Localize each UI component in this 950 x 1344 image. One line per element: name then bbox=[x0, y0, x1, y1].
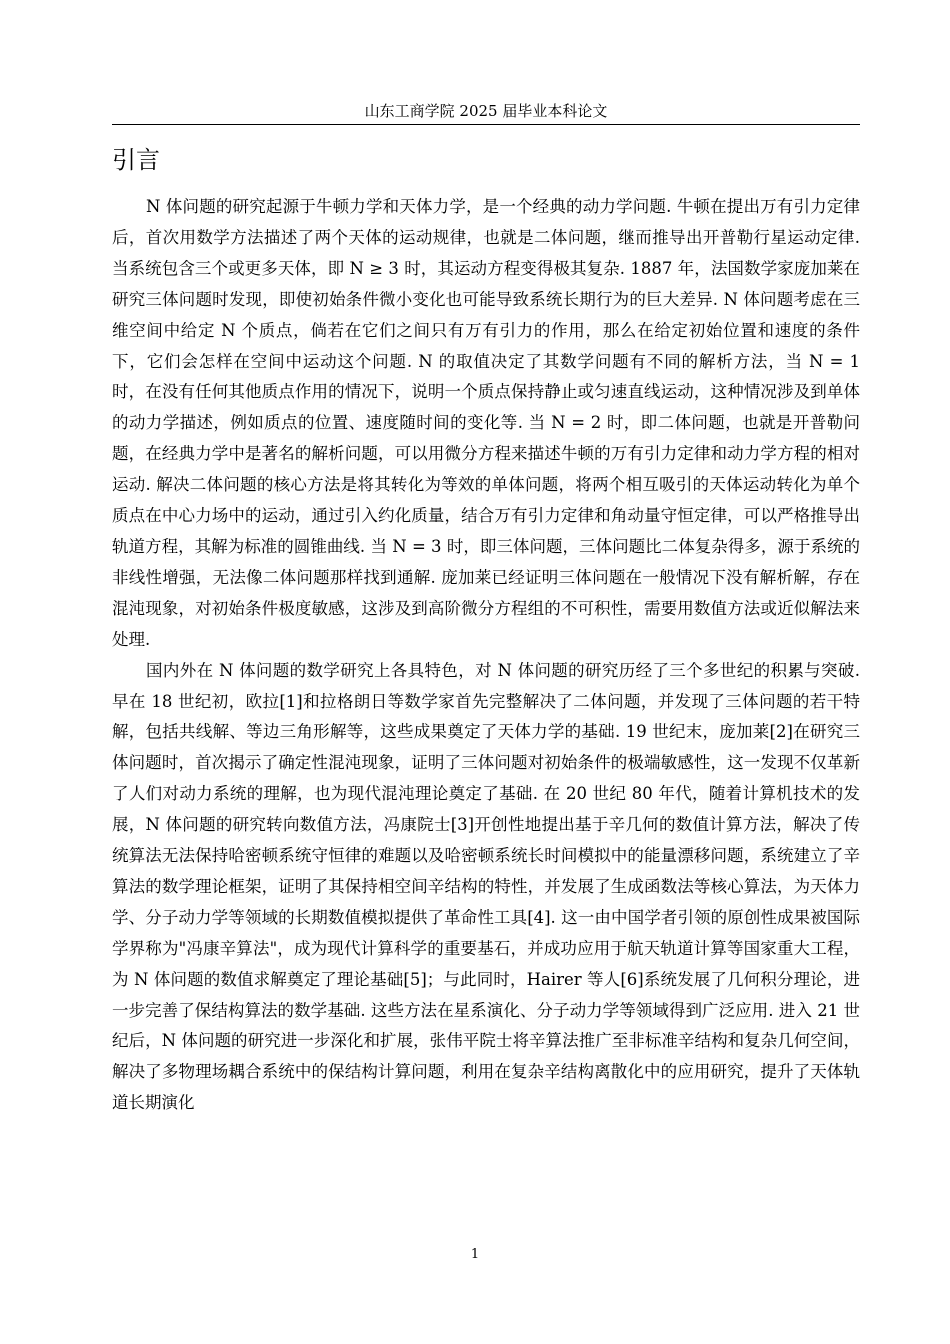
section-heading: 引言 bbox=[112, 146, 160, 174]
header-divider bbox=[112, 124, 860, 125]
paragraph-research-review: 国内外在 N 体问题的数学研究上各具特色，对 N 体问题的研究历经了三个多世纪的积累与突破. 早在 18 世纪初，欧拉[1]和拉格朗日等数学家首先完整解决了二体问题，并发现了三体问题的若干特解，包括共线解、等边三角形解等，这些成果奠定了天体力学的基础. 19 世纪末，庞加莱[2]在研究三体问题时，首次揭示了确定性混沌现象，证明了三体问题对初始条件的极端敏感性，这一发现不仅革新了人们对动力系统的理解，也为现代混沌理论奠定了基础. 在 20 世纪 80 年代，随着计算机技术的发展，N 体问题的研究转向数值方法，冯康院士[3]开创性地提出基于辛几何的数值计算方法，解决了传统算法无法保持哈密顿系统守恒律的难题以及哈密顿系统长时间模拟中的能量漂移问题，系统建立了辛算法的数学理论框架，证明了其保持相空间辛结构的特性，并发展了生成函数法等核心算法，为天体力学、分子动力学等领域的长期数值模拟提供了革命性工具[4]. 这一由中国学者引领的原创性成果被国际学界称为"冯康辛算法"，成为现代计算科学的重要基石，并成功应用于航天轨道计算等国家重大工程，为 N 体问题的数值求解奠定了理论基础[5]；与此同时，Hairer 等人[6]系统发展了几何积分理论，进一步完善了保结构算法的数学基础. 这些方法在星系演化、分子动力学等领域得到广泛应用. 进入 21 世纪后，N 体问题的研究进一步深化和扩展，张伟平院士将辛算法推广至非标准辛结构和复杂几何空间，解决了多物理场耦合系统中的保结构计算问题，利用在复杂辛结构离散化中的应用研究，提升了天体轨道长期演化 bbox=[112, 660, 860, 1113]
body-text bbox=[112, 192, 860, 1119]
paragraph-intro-history: N 体问题的研究起源于牛顿力学和天体力学，是一个经典的动力学问题. 牛顿在提出万有引力定律后，首次用数学方法描述了两个天体的运动规律，也就是二体问题，继而推导出开普勒行星运动定律. 当系统包含三个或更多天体，即 N ≥ 3 时，其运动方程变得极其复杂. 1887 年，法国数学家庞加莱在研究三体问题时发现，即使初始条件微小变化也可能导致系统长期行为的巨大差异. N 体问题考虑在三维空间中给定 N 个质点，倘若在它们之间只有万有引力的作用，那么在给定初始位置和速度的条件下，它们会怎样在空间中运动这个问题. N 的取值决定了其数学问题有不同的解析方法，当 N = 1 时，在没有任何其他质点作用的情况下，说明一个质点保持静止或匀速直线运动，这种情况涉及到单体的动力学描述，例如质点的位置、速度随时间的变化等. 当 N = 2 时，即二体问题，也就是开普勒问题，在经典力学中是著名的解析问题，可以用微分方程来描述牛顿的万有引力定律和动力学方程的相对运动. 解决二体问题的核心方法是将其转化为等效的单体问题，将两个相互吸引的天体运动转化为单个质点在中心力场中的运动，通过引入约化质量，结合万有引力定律和角动量守恒定律，可以严格推导出轨道方程，其解为标准的圆锥曲线. 当 N = 3 时，即三体问题，三体问题比二体复杂得多，源于系统的非线性增强，无法像二体问题那样找到通解. 庞加莱已经证明三体问题在一般情况下没有解析解，存在混沌现象，对初始条件极度敏感，这涉及到高阶微分方程组的不可积性，需要用数值方法或近似解法来处理. bbox=[112, 197, 860, 649]
page-number: 1 bbox=[470, 1247, 480, 1262]
running-header: 山东工商学院 2025 届毕业本科论文 bbox=[364, 102, 608, 120]
